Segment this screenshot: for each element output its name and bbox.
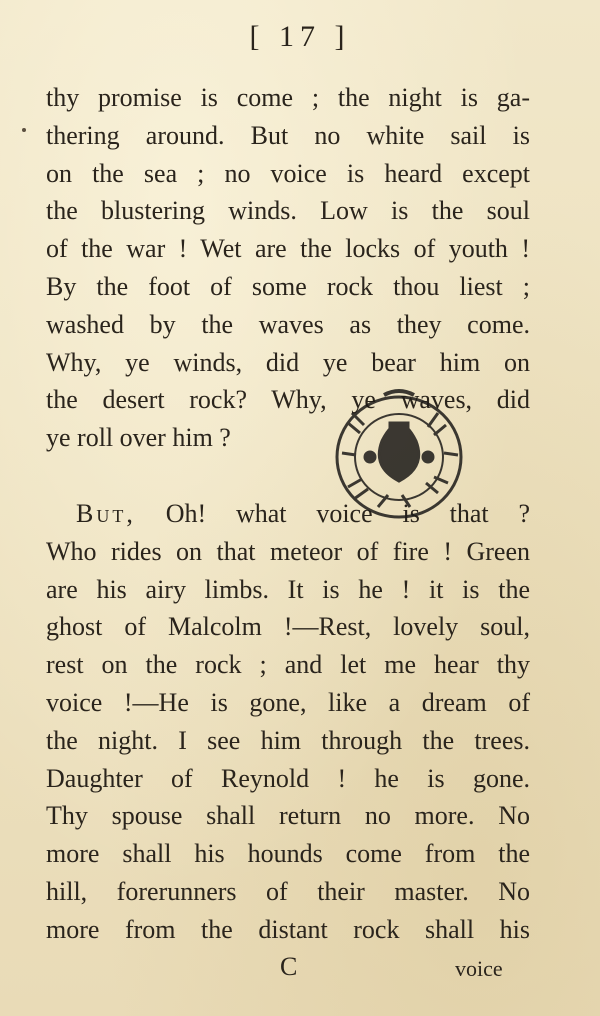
text-line: on the sea ; no voice is heard except: [46, 158, 530, 188]
text-line: Thy spouse shall return no more. No: [46, 801, 530, 831]
text-line: washed by the waves as they come.: [46, 309, 530, 339]
page-header: [ 17 ]: [249, 20, 351, 53]
text-line: voice !—He is gone, like a dream of: [46, 687, 530, 717]
lead-rest: Oh! what voice is that ?: [165, 499, 531, 528]
text-line: rest on the rock ; and let me hear thy: [46, 650, 530, 680]
text-line: the night. I see him through the trees.: [46, 725, 530, 755]
text-line: hill, forerunners of their master. No: [46, 876, 530, 906]
text-line: more from the distant rock shall his: [46, 914, 530, 944]
text-line: are his airy limbs. It is he ! it is the: [46, 574, 530, 604]
text-line: of the war ! Wet are the locks of youth !: [46, 234, 530, 264]
catchword: voice: [455, 956, 503, 981]
text-line: ye roll over him ?: [46, 423, 231, 453]
paragraph-2: [46, 495, 530, 949]
text-line: the blustering winds. Low is the soul: [46, 196, 530, 226]
margin-dot: [22, 128, 26, 132]
text-line: ghost of Malcolm !—Rest, lovely soul,: [46, 612, 530, 642]
library-stamp-icon: [318, 383, 480, 531]
lead-word: But,: [76, 499, 136, 528]
text-line: thering around. But no white sail is: [46, 120, 530, 150]
text-line: thy promise is come ; the night is ga-: [46, 83, 530, 112]
text-line: Why, ye winds, did ye bear him on: [46, 347, 530, 377]
text-line: the desert rock? Why, ye waves, did: [46, 385, 530, 415]
text-line: more shall his hounds come from the: [46, 839, 530, 869]
text-line: By the foot of some rock thou liest ;: [46, 271, 530, 301]
text-line: Daughter of Reynold ! he is gone.: [46, 763, 530, 793]
signature-mark: C: [280, 952, 298, 981]
text-line: Who rides on that meteor of fire ! Green: [46, 536, 530, 566]
